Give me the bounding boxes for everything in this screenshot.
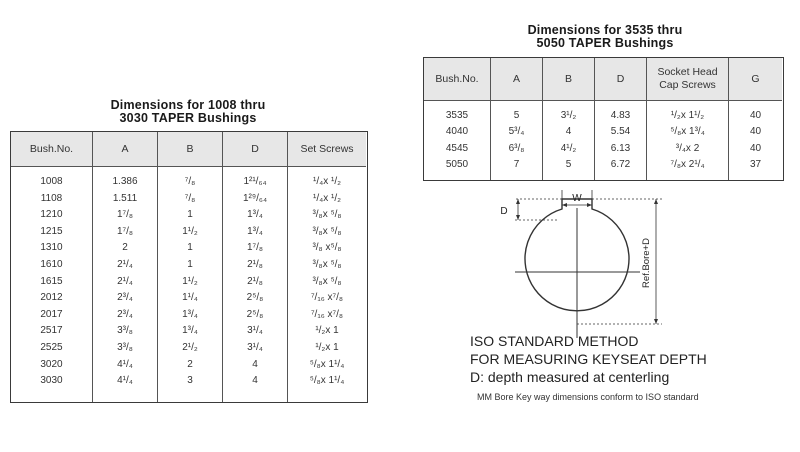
right-title-line1: Dimensions for 3535 thru [527, 23, 683, 37]
table-cell: 1¹/₂ [182, 275, 198, 287]
table-cell: 6.13 [610, 142, 631, 154]
column-header: D [595, 58, 646, 101]
left-column-3 [223, 132, 288, 402]
d-label: D [500, 206, 508, 217]
table-cell: 1 [187, 242, 193, 254]
column-header: A [93, 132, 157, 167]
left-title-line1: Dimensions for 1008 thru [110, 98, 266, 112]
table-cell: 1215 [40, 225, 63, 237]
left-column-4 [288, 132, 366, 402]
table-cell: 1210 [40, 209, 63, 221]
table-cell: 1 [187, 259, 193, 270]
table-cell: 3¹/₄ [247, 325, 263, 337]
left-column-2 [158, 132, 223, 402]
left-title-line2: 3030 TAPER Bushings [119, 111, 257, 125]
table-cell: ³/₈ x⁵/₈ [312, 242, 342, 254]
table-cell: 4.83 [610, 110, 631, 121]
table-cell: ⁷/₈ [184, 176, 196, 187]
table-cell: 1008 [40, 176, 63, 187]
table-cell: 4 [565, 126, 572, 138]
table-cell: 4¹/₂ [560, 142, 577, 154]
table-cell: 1³/₄ [182, 308, 198, 320]
table-cell: 1310 [40, 242, 63, 254]
table-cell: 4¹/₄ [117, 358, 133, 370]
table-cell: 40 [749, 110, 762, 121]
table-cell: 5.54 [610, 126, 631, 138]
table-cell: 2¹/₄ [117, 275, 133, 287]
table-cell: 3030 [40, 375, 63, 387]
table-cell: 4 [252, 375, 258, 387]
right-column-0 [424, 58, 491, 180]
table-cell: ¹/₄x ¹/₂ [313, 176, 341, 187]
table-cell: 2517 [40, 325, 63, 337]
table-cell: 4¹/₄ [117, 375, 133, 387]
left-column-1 [93, 132, 158, 402]
table-cell: 2³/₄ [117, 292, 133, 304]
table-cell: 5 [565, 159, 572, 171]
table-cell: 1 [187, 209, 193, 221]
table-cell: 3020 [40, 358, 63, 370]
table-cell: 3¹/₂ [560, 110, 577, 121]
table-cell: 5050 [445, 159, 469, 171]
table-cell: 4040 [445, 126, 469, 138]
ref-bore-label: Ref.Bore+D [641, 238, 652, 288]
column-header: Bush.No. [424, 58, 490, 101]
table-cell: ¹/₂x 1 [315, 325, 339, 337]
table-cell: 1³/₄ [182, 325, 198, 337]
table-cell: ⁵/₈x 1¹/₄ [309, 375, 345, 387]
table-cell: 1³/₄ [247, 225, 263, 237]
table-cell: 4545 [445, 142, 469, 154]
table-cell: 2⁵/₈ [246, 308, 264, 320]
table-cell: ³/₈x ⁵/₈ [312, 259, 342, 270]
table-cell: 1¹/₄ [182, 292, 198, 304]
column-header: Set Screws [288, 132, 366, 167]
table-cell: ⁷/₈ [184, 192, 196, 204]
table-cell: 1615 [40, 275, 63, 287]
right-column-2 [543, 58, 595, 180]
table-cell: 6³/₈ [508, 142, 525, 154]
table-cell: 5 [513, 110, 520, 121]
table-cell: 2525 [40, 342, 63, 353]
table-cell: ¹/₂x 1¹/₂ [670, 110, 705, 121]
table-cell: ⁷/₈x 2¹/₄ [670, 159, 705, 171]
w-label: W [572, 193, 582, 204]
column-header: B [158, 132, 222, 167]
table-cell: 1.511 [112, 192, 138, 204]
table-cell: ⁵/₈x 1¹/₄ [309, 358, 345, 370]
left-column-0 [11, 132, 93, 402]
table-cell: ³/₄x 2 [675, 142, 700, 154]
taper-bushing-table-1008-3030 [10, 131, 368, 403]
table-cell: 3 [187, 375, 193, 387]
table-cell: 3³/₈ [117, 325, 133, 337]
right-column-1 [491, 58, 543, 180]
table-cell: 40 [749, 126, 762, 138]
table-cell: 4 [252, 358, 258, 370]
table-cell: ⁵/₈x 1³/₄ [670, 126, 705, 138]
table-cell: 2¹/₈ [247, 259, 263, 270]
table-cell: 2¹/₂ [182, 342, 198, 353]
table-cell: 1108 [40, 192, 63, 204]
right-column-5 [729, 58, 782, 180]
table-cell: ¹/₄x ¹/₂ [313, 192, 341, 204]
table-cell: 40 [749, 142, 762, 154]
iso-line-3: D: depth measured at centerling [470, 369, 670, 385]
table-cell: 1⁷/₈ [116, 225, 134, 237]
column-header: Bush.No. [11, 132, 92, 167]
right-table-title [505, 24, 705, 50]
table-cell: 1⁷/₈ [116, 209, 134, 221]
right-title-line2: 5050 TAPER Bushings [536, 36, 674, 50]
iso-footnote: MM Bore Key way dimensions conform to ISO standard [477, 392, 699, 402]
table-cell: 2⁵/₈ [246, 292, 264, 304]
table-cell: 1²⁹/₆₄ [242, 192, 268, 204]
table-cell: 7 [513, 159, 520, 171]
right-column-3 [595, 58, 647, 180]
table-cell: 1¹/₂ [182, 225, 198, 237]
table-cell: 3535 [445, 110, 469, 121]
table-cell: 2¹/₈ [247, 275, 263, 287]
column-header: D [223, 132, 287, 167]
table-cell: 2017 [40, 308, 63, 320]
table-cell: 1⁷/₈ [246, 242, 264, 254]
table-cell: 2³/₄ [117, 308, 133, 320]
table-cell: 37 [749, 159, 762, 171]
table-cell: 2 [122, 242, 128, 254]
right-column-4 [647, 58, 729, 180]
table-cell: ³/₈x ⁵/₈ [312, 275, 342, 287]
table-cell: 2 [187, 358, 193, 370]
column-header: Socket Head Cap Screws [647, 58, 728, 101]
table-cell: 2¹/₄ [117, 259, 133, 270]
table-cell: ³/₈x ⁵/₈ [312, 225, 342, 237]
table-cell: 1³/₄ [247, 209, 263, 221]
table-cell: 2012 [40, 292, 63, 304]
taper-bushing-table-3535-5050 [423, 57, 784, 181]
table-cell: ¹/₂x 1 [315, 342, 339, 353]
table-cell: 5³/₄ [508, 126, 525, 138]
table-cell: 1.386 [112, 176, 138, 187]
table-cell: 1²¹/₆₄ [243, 176, 267, 187]
column-header: G [729, 58, 782, 101]
column-header: B [543, 58, 594, 101]
left-table-title [88, 99, 288, 125]
table-cell: 3³/₈ [117, 342, 133, 353]
table-cell: 6.72 [610, 159, 631, 171]
column-header: A [491, 58, 542, 101]
table-cell: ³/₈x ⁵/₈ [312, 209, 342, 221]
iso-line-1: ISO STANDARD METHOD [470, 333, 639, 349]
table-cell: 3¹/₄ [247, 342, 263, 353]
table-cell: ⁷/₁₆ x⁷/₈ [310, 292, 344, 304]
table-cell: ⁷/₁₆ x⁷/₈ [310, 308, 344, 320]
keyseat-diagram [490, 188, 670, 338]
table-cell: 1610 [40, 259, 63, 270]
iso-line-2: FOR MEASURING KEYSEAT DEPTH [470, 351, 707, 367]
